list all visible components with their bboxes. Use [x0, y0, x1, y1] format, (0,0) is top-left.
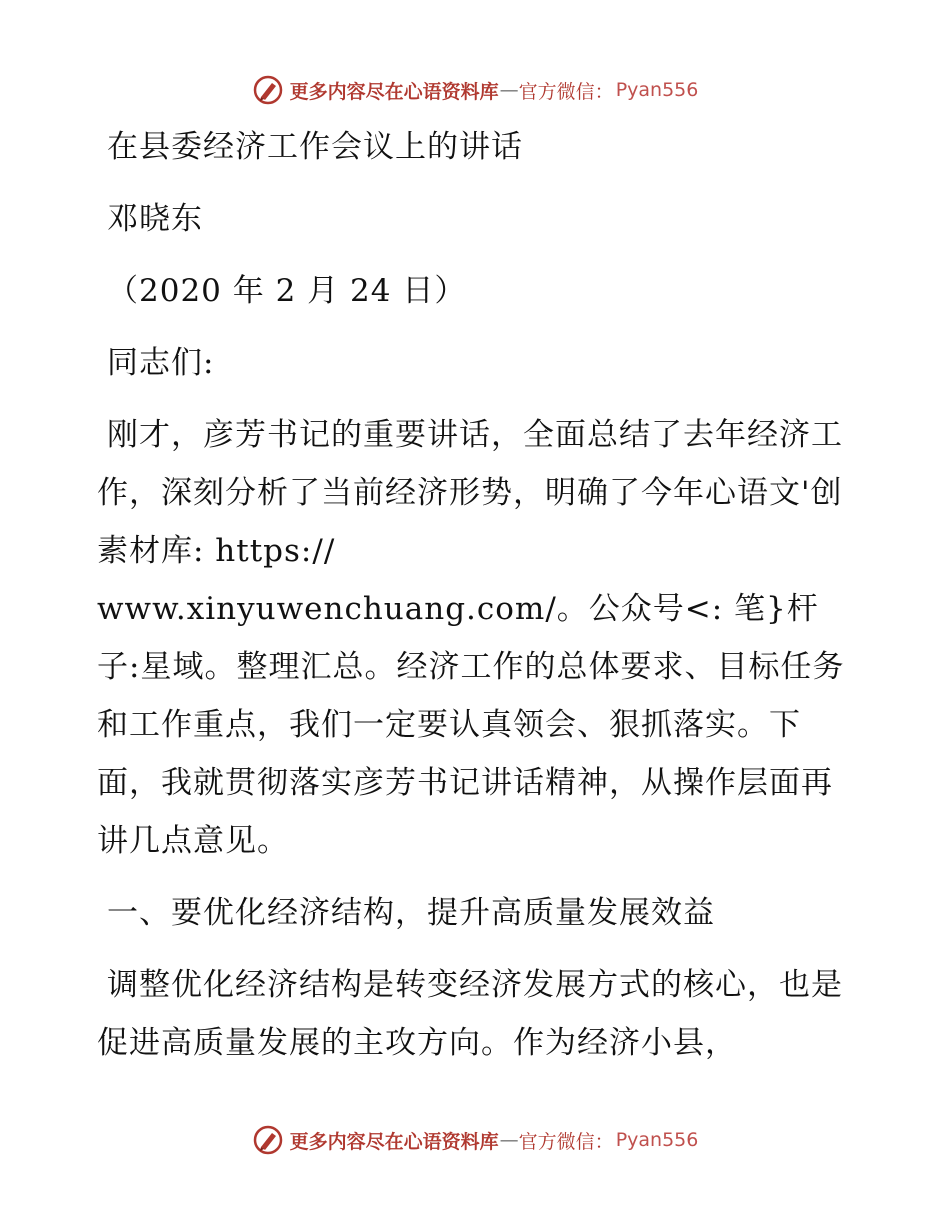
paragraph-1 [97, 406, 857, 870]
watermark-separator: — [499, 79, 519, 101]
watermark-main-text: 更多内容尽在心语资料库 [289, 1130, 499, 1153]
paragraph-1-url-text: www.xinyuwenchuang.com/。公众号<: 笔}杆子:星域。整理汇总。经济工作的总体要求、目标任务和工作重点，我们一定要认真领会、狠抓落实。下面，我就贯彻落实彦芳书记讲话精神，从操作层面再讲几点意见。 [97, 591, 845, 859]
pen-logo-icon [252, 1124, 284, 1156]
paragraph-2: 调整优化经济结构是转变经济发展方式的核心，也是促进高质量发展的主攻方向。作为经济小县， [97, 967, 843, 1061]
paragraph-1-text: 刚才，彦芳书记的重要讲话，全面总结了去年经济工作，深刻分析了当前经济形势，明确了今年心语文'创素材库: https:// [97, 417, 843, 569]
pen-logo-icon [252, 74, 284, 106]
document-author: 邓晓东 [107, 201, 203, 237]
watermark-wechat-label: 官方微信： [518, 80, 614, 103]
watermark-separator: — [499, 1129, 519, 1151]
document-greeting: 同志们: [107, 345, 215, 381]
document-body [97, 118, 857, 1072]
watermark-wechat-id: Pyan556 [615, 1129, 699, 1151]
document-date: （2020 年 2 月 24 日） [107, 273, 467, 309]
watermark-wechat-id: Pyan556 [615, 79, 699, 101]
watermark-wechat-label: 官方微信： [518, 1130, 614, 1153]
section-heading-1: 一、要优化经济结构，提升高质量发展效益 [107, 895, 715, 931]
footer-watermark [0, 1120, 950, 1160]
document-title: 在县委经济工作会议上的讲话 [107, 129, 523, 165]
watermark-main-text: 更多内容尽在心语资料库 [289, 80, 499, 103]
header-watermark [0, 70, 950, 110]
